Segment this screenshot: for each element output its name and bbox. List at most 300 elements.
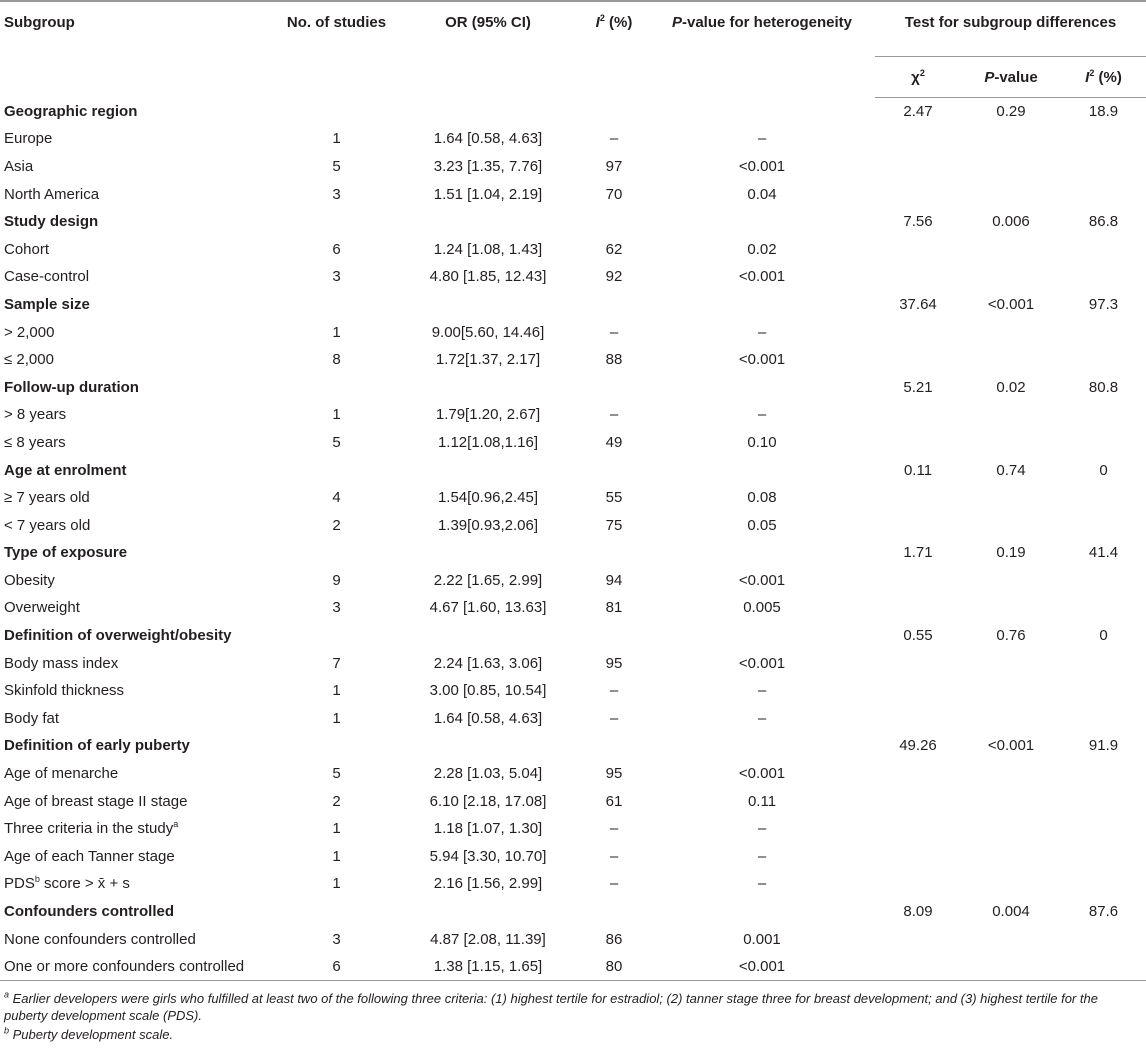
empty-cell — [875, 677, 961, 705]
table-row — [0, 815, 1146, 843]
no-of-studies: 1 — [332, 682, 341, 700]
empty-cell — [961, 484, 1061, 512]
group-label: Definition of early puberty — [4, 737, 190, 755]
empty-cell — [961, 401, 1061, 429]
group-label: Follow-up duration — [4, 378, 139, 396]
empty-cell — [579, 539, 649, 567]
empty-cell — [276, 291, 397, 319]
empty-cell — [961, 705, 1061, 733]
subgroup-label: Body fat — [4, 709, 60, 727]
i2-value: 55 — [605, 489, 623, 507]
empty-cell — [875, 263, 961, 291]
empty-cell — [1061, 567, 1146, 595]
i2-value: 88 — [605, 351, 623, 369]
subgroup-label: North America — [4, 185, 100, 203]
table-row — [0, 263, 1146, 291]
empty-cell — [1061, 401, 1146, 429]
i2-value: – — [609, 682, 619, 700]
odds-ratio-ci: 1.18 [1.07, 1.30] — [433, 820, 543, 838]
table-row — [0, 511, 1146, 539]
no-of-studies: 3 — [332, 185, 341, 203]
subgroup-label: Three criteria in the study$^a$ — [4, 819, 179, 838]
empty-cell — [276, 373, 397, 401]
empty-cell — [579, 291, 649, 319]
empty-cell — [397, 456, 579, 484]
group-label: Type of exposure — [4, 544, 128, 562]
p-heterogeneity: – — [757, 323, 767, 341]
i2-difference-value: 41.4 — [1088, 544, 1119, 562]
header-test-subgroup-differences: Test for subgroup differences — [875, 1, 1146, 57]
chi-square-value: 5.21 — [903, 378, 933, 396]
no-of-studies: 4 — [332, 489, 341, 507]
i2-value: – — [609, 875, 619, 893]
subgroup-label: > 8 years — [4, 406, 67, 424]
chi-square-value: 1.71 — [903, 544, 933, 562]
p-heterogeneity: <0.001 — [738, 571, 786, 589]
empty-cell — [1061, 594, 1146, 622]
p-heterogeneity: – — [757, 709, 767, 727]
empty-cell — [1061, 318, 1146, 346]
empty-cell — [875, 429, 961, 457]
empty-cell — [1061, 511, 1146, 539]
empty-cell — [579, 208, 649, 236]
footnote-a: $^a$ Earlier developers were girls who fulfilled at least two of the following three criteria: (1) highest tertile for estradiol; (2) tanner stage three for breast development; and (3) highest tertile for the puberty development scale (PDS). — [4, 989, 1098, 1023]
subgroup-label: Age of each Tanner stage — [4, 847, 175, 865]
odds-ratio-ci: 1.39[0.93,2.06] — [437, 516, 539, 534]
chi-square-value: 8.09 — [903, 903, 933, 921]
odds-ratio-ci: 3.23 [1.35, 7.76] — [433, 157, 543, 175]
odds-ratio-ci: 2.22 [1.65, 2.99] — [433, 571, 543, 589]
empty-cell — [875, 125, 961, 153]
no-of-studies: 2 — [332, 516, 341, 534]
empty-cell — [875, 318, 961, 346]
empty-cell — [961, 318, 1061, 346]
empty-cell — [397, 732, 579, 760]
subgroup-label: Europe — [4, 130, 53, 148]
no-of-studies: 3 — [332, 268, 341, 286]
p-heterogeneity: 0.10 — [747, 433, 777, 451]
empty-cell — [579, 98, 649, 126]
odds-ratio-ci: 1.24 [1.08, 1.43] — [433, 240, 543, 258]
no-of-studies: 2 — [332, 792, 341, 810]
empty-cell — [397, 208, 579, 236]
odds-ratio-ci: 1.12[1.08,1.16] — [437, 433, 539, 451]
empty-cell — [1061, 677, 1146, 705]
no-of-studies: 6 — [332, 240, 341, 258]
p-heterogeneity: 0.005 — [743, 599, 781, 617]
empty-cell — [649, 456, 875, 484]
subgroup-label: ≥ 7 years old — [4, 489, 90, 507]
empty-cell — [961, 125, 1061, 153]
subgroup-label: Age of menarche — [4, 765, 119, 783]
empty-cell — [961, 346, 1061, 374]
group-row — [0, 622, 1146, 650]
no-of-studies: 5 — [332, 157, 341, 175]
odds-ratio-ci: 3.00 [0.85, 10.54] — [429, 682, 547, 700]
empty-cell — [397, 622, 579, 650]
i2-value: 80 — [579, 953, 649, 981]
empty-cell — [1061, 235, 1146, 263]
no-of-studies: 6 — [276, 953, 397, 981]
subgroup-label: < 7 years old — [4, 516, 91, 534]
i2-value: – — [609, 847, 619, 865]
empty-cell — [1061, 153, 1146, 181]
group-label: Definition of overweight/obesity — [4, 627, 232, 645]
chi-square-value: 37.64 — [899, 295, 937, 313]
p-heterogeneity: – — [757, 682, 767, 700]
empty-cell — [961, 567, 1061, 595]
odds-ratio-ci: 1.64 [0.58, 4.63] — [433, 709, 543, 727]
empty-cell — [276, 732, 397, 760]
empty-cell — [961, 649, 1061, 677]
empty-cell — [1061, 263, 1146, 291]
i2-difference-value: 0 — [1099, 461, 1108, 479]
p-heterogeneity: – — [757, 406, 767, 424]
p-heterogeneity: <0.001 — [649, 953, 875, 981]
odds-ratio-ci: 1.54[0.96,2.45] — [437, 489, 539, 507]
empty-cell — [1061, 649, 1146, 677]
empty-cell — [579, 456, 649, 484]
i2-value: – — [609, 709, 619, 727]
no-of-studies: 3 — [332, 599, 341, 617]
empty-cell — [649, 898, 875, 926]
table-row — [0, 346, 1146, 374]
i2-value: 75 — [605, 516, 623, 534]
p-value: 0.006 — [992, 213, 1030, 231]
odds-ratio-ci: 1.51 [1.04, 2.19] — [433, 185, 543, 203]
table-row — [0, 484, 1146, 512]
table-row — [0, 677, 1146, 705]
empty-cell — [579, 732, 649, 760]
empty-cell — [875, 870, 961, 898]
odds-ratio-ci: 2.16 [1.56, 2.99] — [433, 875, 543, 893]
p-heterogeneity: 0.11 — [747, 792, 777, 810]
table-row — [0, 705, 1146, 733]
empty-cell — [875, 153, 961, 181]
subgroup-label: Obesity — [4, 571, 55, 589]
empty-cell — [961, 235, 1061, 263]
odds-ratio-ci: 1.64 [0.58, 4.63] — [433, 130, 543, 148]
p-heterogeneity: – — [757, 847, 767, 865]
table-row — [0, 429, 1146, 457]
table-row — [0, 594, 1146, 622]
odds-ratio-ci: 2.24 [1.63, 3.06] — [433, 654, 543, 672]
i2-value: – — [609, 130, 619, 148]
empty-cell — [276, 539, 397, 567]
empty-cell — [875, 594, 961, 622]
empty-cell — [875, 760, 961, 788]
empty-cell — [649, 291, 875, 319]
empty-cell — [961, 677, 1061, 705]
i2-value: 62 — [605, 240, 623, 258]
no-of-studies: 1 — [332, 323, 341, 341]
empty-cell — [961, 787, 1061, 815]
no-of-studies: 1 — [332, 406, 341, 424]
empty-cell — [276, 208, 397, 236]
empty-cell — [875, 567, 961, 595]
group-label: Confounders controlled — [4, 903, 174, 921]
header-i2-differences: $I^2$ (%) — [1061, 57, 1146, 98]
table-row — [0, 870, 1146, 898]
p-heterogeneity: <0.001 — [738, 765, 786, 783]
empty-cell — [875, 705, 961, 733]
header-subgroup: Subgroup — [0, 1, 276, 98]
no-of-studies: 1 — [332, 820, 341, 838]
no-of-studies: 1 — [332, 847, 341, 865]
empty-cell — [276, 98, 397, 126]
empty-cell — [961, 511, 1061, 539]
p-heterogeneity: 0.05 — [747, 516, 777, 534]
p-heterogeneity: – — [757, 820, 767, 838]
empty-cell — [875, 953, 961, 981]
subgroup-label: Overweight — [4, 599, 80, 617]
table-row — [0, 153, 1146, 181]
i2-difference-value: 97.3 — [1088, 295, 1119, 313]
odds-ratio-ci: 1.38 [1.15, 1.65] — [397, 953, 579, 981]
empty-cell — [1061, 429, 1146, 457]
header-or-ci: OR (95% CI) — [397, 1, 579, 98]
group-row — [0, 898, 1146, 926]
subgroup-label: Body mass index — [4, 654, 119, 672]
empty-cell — [1061, 953, 1146, 981]
empty-cell — [961, 953, 1061, 981]
odds-ratio-ci: 1.79[1.20, 2.67] — [435, 406, 541, 424]
p-heterogeneity: 0.04 — [747, 185, 777, 203]
empty-cell — [875, 235, 961, 263]
empty-cell — [397, 898, 579, 926]
group-label: Sample size — [4, 295, 90, 313]
empty-cell — [579, 622, 649, 650]
group-label: Study design — [4, 213, 99, 231]
empty-cell — [649, 539, 875, 567]
i2-difference-value: 86.8 — [1088, 213, 1119, 231]
table-row — [0, 843, 1146, 871]
chi-square-value: 7.56 — [903, 213, 933, 231]
empty-cell — [875, 511, 961, 539]
subgroup-label: Cohort — [4, 240, 50, 258]
empty-cell — [875, 649, 961, 677]
table-body — [0, 98, 1146, 981]
i2-value: 94 — [605, 571, 623, 589]
no-of-studies: 5 — [332, 765, 341, 783]
chi-square-value: 2.47 — [903, 103, 933, 121]
header-p-heterogeneity: P-value for heterogeneity — [649, 1, 875, 98]
empty-cell — [875, 843, 961, 871]
i2-value: 86 — [605, 930, 623, 948]
empty-cell — [276, 456, 397, 484]
empty-cell — [875, 180, 961, 208]
i2-value: 92 — [605, 268, 623, 286]
empty-cell — [1061, 870, 1146, 898]
chi-square-value: 49.26 — [899, 737, 937, 755]
no-of-studies: 8 — [332, 351, 341, 369]
group-row — [0, 98, 1146, 126]
empty-cell — [961, 815, 1061, 843]
subgroup-label: Age of breast stage II stage — [4, 792, 188, 810]
table-row — [0, 787, 1146, 815]
header-chi-square: $\chi^2$ — [875, 57, 961, 98]
empty-cell — [276, 898, 397, 926]
empty-cell — [875, 401, 961, 429]
group-row — [0, 732, 1146, 760]
p-value: <0.001 — [987, 737, 1035, 755]
empty-cell — [649, 98, 875, 126]
subgroup-label: One or more confounders controlled — [0, 953, 276, 981]
empty-cell — [397, 98, 579, 126]
i2-value: 95 — [605, 765, 623, 783]
subgroup-label: PDS$^b$ score > x̄ + s — [4, 874, 130, 893]
i2-value: 95 — [605, 654, 623, 672]
empty-cell — [875, 787, 961, 815]
i2-value: 49 — [605, 433, 623, 451]
group-label: Age at enrolment — [4, 461, 127, 479]
empty-cell — [961, 925, 1061, 953]
odds-ratio-ci: 4.87 [2.08, 11.39] — [430, 930, 546, 948]
odds-ratio-ci: 5.94 [3.30, 10.70] — [429, 847, 547, 865]
subgroup-label: None confounders controlled — [4, 930, 196, 948]
empty-cell — [875, 346, 961, 374]
chi-square-value: 0.55 — [903, 627, 933, 645]
subgroup-label: Case-control — [4, 268, 90, 286]
empty-cell — [397, 373, 579, 401]
empty-cell — [1061, 484, 1146, 512]
empty-cell — [875, 815, 961, 843]
empty-cell — [649, 622, 875, 650]
footnote-b: $^b$ Puberty development scale. — [4, 1025, 174, 1042]
empty-cell — [579, 373, 649, 401]
empty-cell — [1061, 705, 1146, 733]
i2-difference-value: 80.8 — [1088, 378, 1119, 396]
header-no-of-studies: No. of studies — [276, 1, 397, 98]
i2-value: – — [609, 820, 619, 838]
p-heterogeneity: <0.001 — [738, 157, 786, 175]
p-value: 0.02 — [996, 378, 1026, 396]
empty-cell — [397, 539, 579, 567]
table-header — [0, 1, 1146, 98]
empty-cell — [1061, 787, 1146, 815]
table-row — [0, 760, 1146, 788]
odds-ratio-ci: 1.72[1.37, 2.17] — [435, 351, 541, 369]
i2-difference-value: 87.6 — [1088, 903, 1119, 921]
empty-cell — [276, 622, 397, 650]
table-row — [0, 649, 1146, 677]
empty-cell — [1061, 843, 1146, 871]
i2-difference-value: 18.9 — [1088, 103, 1119, 121]
empty-cell — [1061, 125, 1146, 153]
empty-cell — [961, 843, 1061, 871]
subgroup-label: ≤ 2,000 — [4, 351, 54, 369]
empty-cell — [961, 153, 1061, 181]
table-row — [0, 953, 1146, 981]
i2-difference-value: 0 — [1099, 627, 1108, 645]
odds-ratio-ci: 9.00[5.60, 14.46] — [431, 323, 545, 341]
group-row — [0, 208, 1146, 236]
i2-value: 81 — [605, 599, 623, 617]
subgroup-label: > 2,000 — [4, 323, 55, 341]
i2-value: 61 — [605, 792, 623, 810]
empty-cell — [1061, 180, 1146, 208]
empty-cell — [397, 291, 579, 319]
table-row — [0, 125, 1146, 153]
no-of-studies: 1 — [332, 709, 341, 727]
no-of-studies: 3 — [332, 930, 341, 948]
table-row — [0, 180, 1146, 208]
p-heterogeneity: 0.001 — [743, 930, 781, 948]
chi-square-value: 0.11 — [903, 461, 933, 479]
table-row — [0, 318, 1146, 346]
p-heterogeneity: <0.001 — [738, 268, 786, 286]
table-row — [0, 567, 1146, 595]
subgroup-label: ≤ 8 years — [4, 433, 66, 451]
i2-value: 70 — [605, 185, 623, 203]
no-of-studies: 1 — [332, 130, 341, 148]
group-label: Geographic region — [4, 102, 138, 120]
empty-cell — [649, 208, 875, 236]
table-row — [0, 925, 1146, 953]
p-heterogeneity: – — [757, 130, 767, 148]
empty-cell — [961, 180, 1061, 208]
empty-cell — [649, 373, 875, 401]
table-row — [0, 401, 1146, 429]
i2-value: – — [609, 323, 619, 341]
empty-cell — [649, 732, 875, 760]
empty-cell — [961, 263, 1061, 291]
group-row — [0, 456, 1146, 484]
odds-ratio-ci: 4.80 [1.85, 12.43] — [429, 268, 547, 286]
empty-cell — [1061, 346, 1146, 374]
p-value: 0.74 — [996, 461, 1026, 479]
empty-cell — [961, 429, 1061, 457]
subgroup-label: Skinfold thickness — [4, 682, 125, 700]
table-row — [0, 235, 1146, 263]
p-heterogeneity: 0.08 — [747, 489, 777, 507]
no-of-studies: 1 — [332, 875, 341, 893]
empty-cell — [1061, 815, 1146, 843]
table-footnotes — [4, 990, 1140, 1045]
empty-cell — [1061, 925, 1146, 953]
empty-cell — [961, 594, 1061, 622]
p-value: 0.19 — [996, 544, 1026, 562]
p-value: 0.004 — [992, 903, 1030, 921]
empty-cell — [1061, 760, 1146, 788]
group-row — [0, 373, 1146, 401]
odds-ratio-ci: 2.28 [1.03, 5.04] — [433, 765, 543, 783]
i2-value: – — [609, 406, 619, 424]
p-heterogeneity: <0.001 — [738, 351, 786, 369]
no-of-studies: 7 — [332, 654, 341, 672]
i2-value: 97 — [605, 157, 623, 175]
header-p-value: P-value — [961, 57, 1061, 98]
p-heterogeneity: 0.02 — [747, 240, 777, 258]
p-value: 0.29 — [996, 103, 1026, 121]
empty-cell — [875, 484, 961, 512]
group-row — [0, 539, 1146, 567]
empty-cell — [961, 760, 1061, 788]
odds-ratio-ci: 4.67 [1.60, 13.63] — [429, 599, 547, 617]
no-of-studies: 9 — [332, 571, 341, 589]
no-of-studies: 5 — [332, 433, 341, 451]
subgroup-label: Asia — [4, 157, 34, 175]
i2-difference-value: 91.9 — [1088, 737, 1119, 755]
p-value: <0.001 — [987, 295, 1035, 313]
empty-cell — [961, 870, 1061, 898]
p-value: 0.76 — [996, 627, 1026, 645]
empty-cell — [579, 898, 649, 926]
p-heterogeneity: – — [757, 875, 767, 893]
empty-cell — [875, 925, 961, 953]
group-row — [0, 291, 1146, 319]
header-i2: $I^2$ (%) — [579, 1, 649, 98]
